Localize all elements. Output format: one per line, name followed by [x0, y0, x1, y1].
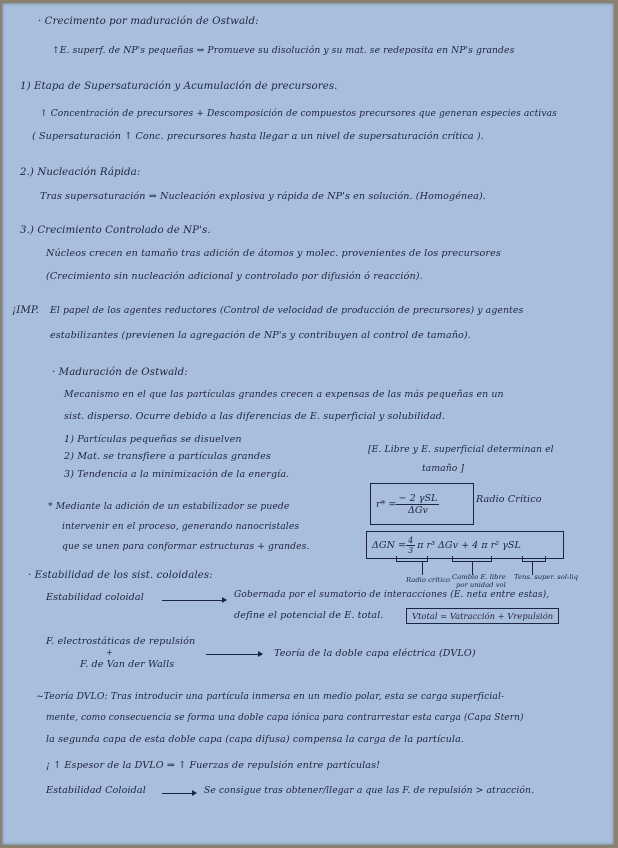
text-line: ↑ Concentración de precursores + Descomposición de compuestos precursores que generan especies activas — [40, 109, 557, 119]
formula-label: Radio Crítico — [476, 494, 542, 505]
term-bracket — [522, 556, 546, 562]
stabilizer-note: intervenir en el proceso, generando nanocristales — [62, 521, 300, 532]
critical-radius-formula — [370, 483, 474, 525]
text-line: sist. disperso. Ocurre debido a las diferencias de E. superficial y solubilidad. — [64, 411, 446, 422]
plus-sign: + — [106, 648, 113, 657]
stage-1-heading: 1) Etapa de Supersaturación y Acumulación de precursores. — [20, 81, 338, 92]
term-label: Radio crítico — [406, 576, 451, 584]
formula-fraction — [396, 493, 439, 516]
text-line: ( Supersaturación ↑ Conc. precursores hasta llegar a un nivel de supersaturación crítica ). — [32, 131, 484, 142]
text-line: Se consigue tras obtener/llegar a que las F. de repulsión > atracción. — [204, 785, 535, 796]
arrow-icon — [206, 654, 262, 655]
ostwald-step-1: 1) Partículas pequeñas se disuelven — [64, 434, 242, 445]
arrow-icon — [162, 600, 226, 601]
text-line: F. electrostáticas de repulsión — [46, 636, 196, 647]
text-line: mente, como consecuencia se forma una doble capa iónica para contrarrestar esta carga (Capa Stern) — [46, 713, 524, 723]
text-line: estabilizantes (previenen la agregación de NP's y contribuyen al control de tamaño). — [50, 330, 471, 341]
important-tag: ¡IMP. — [12, 305, 40, 316]
side-note: tamaño ] — [422, 463, 465, 474]
term-label: por unidad vol — [456, 581, 506, 589]
term-label: Cambio E. libre — [452, 573, 506, 581]
gibbs-energy-formula — [366, 531, 564, 559]
text-line: Tras supersaturación ⇒ Nucleación explosiva y rápida de NP's en solución. (Homogénea). — [40, 191, 486, 202]
stability-heading: · Estabilidad de los sist. coloidales: — [28, 570, 213, 581]
text-line: Estabilidad coloidal — [46, 592, 144, 603]
text-line: F. de Van der Walls — [80, 659, 175, 670]
formula-lhs: ΔGN = — [372, 539, 407, 551]
formula-numerator: − 2 γSL — [398, 492, 438, 504]
arrow-icon — [162, 793, 196, 794]
formula-numerator: 4 — [408, 535, 414, 545]
text-line: ↑E. superf. de NP's pequeñas ⇒ Promueve su disolución y su mat. se redeposita en NP's grandes — [52, 45, 515, 56]
text-line: (Crecimiento sin nucleación adicional y controlado por difusión ó reacción). — [46, 271, 423, 282]
stage-2-heading: 2.) Nucleación Rápida: — [20, 167, 141, 178]
text-line: El papel de los agentes reductores (Control de velocidad de producción de precursores) y agentes — [50, 305, 524, 316]
term-bracket — [396, 556, 428, 562]
stabilizer-note: que se unen para conformar estructuras + grandes. — [62, 541, 310, 552]
pointer-line — [422, 561, 423, 575]
ostwald-step-2: 2) Mat. se transfiere a partículas grandes — [64, 451, 271, 462]
stage-3-heading: 3.) Crecimiento Controlado de NP's. — [20, 225, 211, 236]
text-line: Estabilidad Coloidal — [46, 785, 146, 796]
formula-fraction — [406, 536, 415, 555]
text-line: define el potencial de E. total. — [234, 610, 384, 621]
text-line: Teoría de la doble capa eléctrica (DVLO) — [274, 648, 476, 659]
side-note: [E. Libre y E. superficial determinan el — [368, 444, 554, 455]
notebook-page — [2, 3, 614, 845]
text-line: Gobernada por el sumatorio de interacciones (E. neta entre estas), — [234, 590, 550, 600]
text-line: la segunda capa de esta doble capa (capa difusa) compensa la carga de la partícula. — [46, 734, 465, 745]
text-line: Núcleos crecen en tamaño tras adición de átomos y molec. provenientes de los precursores — [46, 248, 501, 259]
formula-rhs: π r³ ΔGv + 4 π r² γSL — [417, 539, 521, 551]
ostwald-step-3: 3) Tendencia a la minimización de la energía. — [64, 469, 290, 480]
formula-denominator: ΔGv — [407, 504, 428, 516]
vtotal-box: Vtotal = Vatracción + Vrepulsión — [406, 608, 559, 624]
ostwald-heading: · Maduración de Ostwald: — [52, 367, 188, 378]
text-line: ~Teoría DVLO: Tras introducir una partícula inmersa en un medio polar, esta se carga superficial- — [36, 691, 505, 702]
formula-lhs: r* = — [376, 498, 397, 510]
text-line: ¡ ↑ Espesor de la DVLO ⇒ ↑ Fuerzas de repulsión entre partículas! — [46, 760, 381, 771]
section-title: · Crecimento por maduración de Ostwald: — [38, 16, 259, 27]
text-line: Mecanismo en el que las partículas grandes crecen a expensas de las más pequeñas en un — [64, 389, 504, 400]
term-label: Tens. super. sol-liq — [514, 573, 579, 581]
formula-denominator: 3 — [408, 545, 414, 555]
stabilizer-note: * Mediante la adición de un estabilizador se puede — [48, 501, 290, 512]
